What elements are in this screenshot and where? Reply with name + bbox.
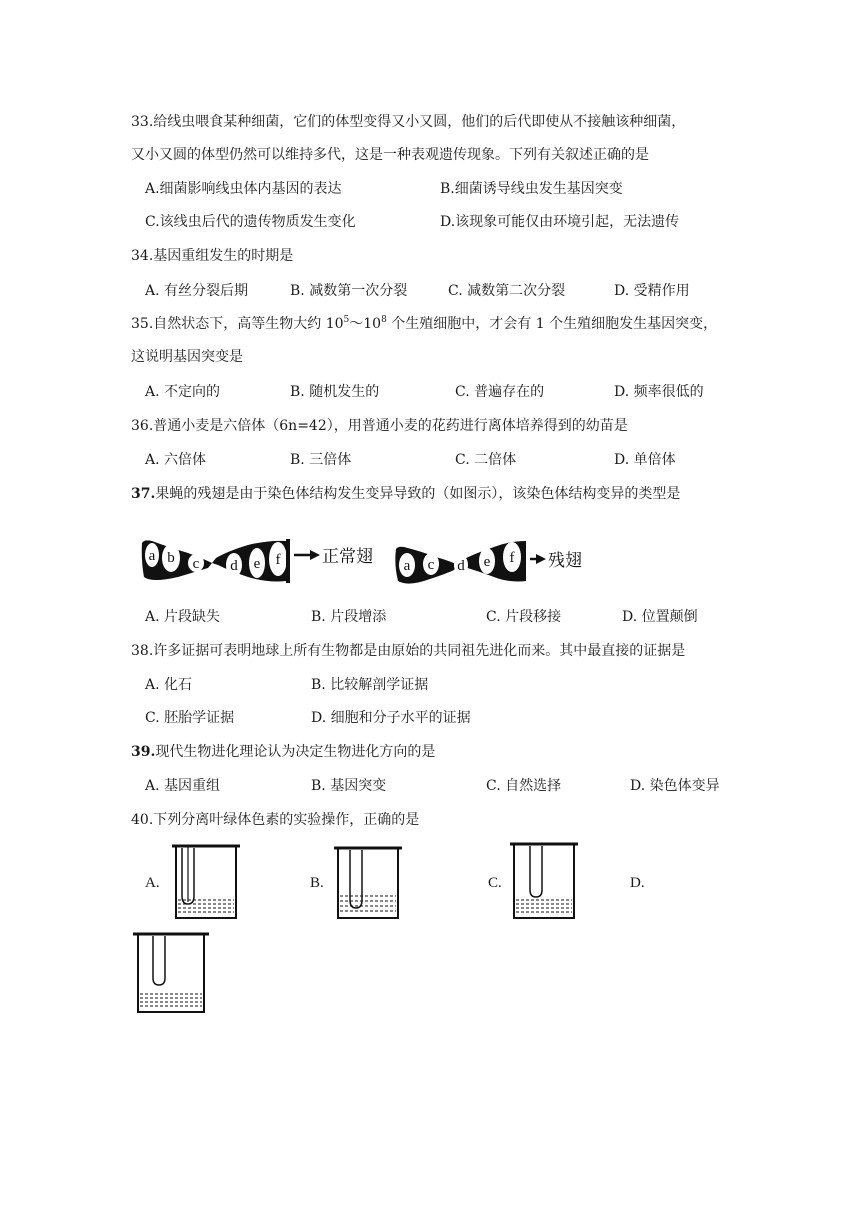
gene-e: e <box>253 556 261 572</box>
q40-stem: 40.下列分离叶绿体色素的实验操作，正确的是 <box>131 812 420 828</box>
q34-option-a[interactable]: A. 有丝分裂后期 <box>145 283 249 299</box>
normal-wing-label: 正常翅 <box>322 547 373 567</box>
q38-option-a[interactable]: A. 化石 <box>145 677 193 693</box>
q34-option-b[interactable]: B. 减数第一次分裂 <box>290 283 408 299</box>
gene-f: f <box>275 552 281 568</box>
chromosome-figure <box>138 525 598 593</box>
q39-option-c[interactable]: C. 自然选择 <box>486 778 562 794</box>
q39-number: 39. <box>131 744 156 760</box>
q34-stem: 34.基因重组发生的时期是 <box>131 248 294 264</box>
beaker-d-image <box>131 930 211 1016</box>
q37-number: 37. <box>131 486 156 502</box>
beaker-c-image <box>508 840 580 922</box>
arrow-icon <box>530 554 546 564</box>
vestigial-wing-label: 残翅 <box>548 551 582 571</box>
q40-option-b[interactable]: B. <box>310 875 324 891</box>
q35-option-c[interactable]: C. 普遍存在的 <box>455 384 545 400</box>
q33-stem-line2: 又小又圆的体型仍然可以维持多代，这是一种表观遗传现象。下列有关叙述正确的是 <box>131 147 649 163</box>
gene-f: f <box>509 550 515 566</box>
q39-option-b[interactable]: B. 基因突变 <box>311 778 387 794</box>
gene-a: a <box>403 558 411 574</box>
q35-stem-line2: 这说明基因突变是 <box>131 349 243 365</box>
q35-option-b[interactable]: B. 随机发生的 <box>290 384 380 400</box>
q37-option-d[interactable]: D. 位置颠倒 <box>622 609 698 625</box>
gene-d: d <box>457 558 465 574</box>
q36-option-a[interactable]: A. 六倍体 <box>145 452 207 468</box>
gene-a: a <box>148 548 156 564</box>
q35-option-a[interactable]: A. 不定向的 <box>145 384 221 400</box>
q38-stem: 38.许多证据可表明地球上所有生物都是由原始的共同祖先进化而来。其中最直接的证据是 <box>131 643 686 659</box>
gene-e: e <box>483 554 491 570</box>
q35-stem-line1: 35.自然状态下，高等生物大约 $10^5\sim 10^8$ 个生殖细胞中，才会有 1 个生殖细胞发生基因突变， <box>131 315 718 332</box>
q33-stem-line1: 33.给线虫喂食某种细菌，它们的体型变得又小又圆，他们的后代即使从不接触该种细菌， <box>131 114 686 130</box>
q33-option-c[interactable]: C.该线虫后代的遗传物质发生变化 <box>145 214 356 230</box>
q33-option-d[interactable]: D.该现象可能仅由环境引起，无法遗传 <box>440 214 680 230</box>
beaker-a-image <box>170 842 242 922</box>
gene-d: d <box>230 558 238 574</box>
arrow-icon <box>294 550 320 560</box>
q38-option-d[interactable]: D. 细胞和分子水平的证据 <box>311 710 471 726</box>
q34-option-c[interactable]: C. 减数第二次分裂 <box>448 283 566 299</box>
q36-option-b[interactable]: B. 三倍体 <box>290 452 352 468</box>
gene-c: c <box>427 557 435 573</box>
q36-stem: 36.普通小麦是六倍体（6n=42），用普通小麦的花药进行离体培养得到的幼苗是 <box>131 418 628 434</box>
q33-option-b[interactable]: B.细菌诱导线虫发生基因突变 <box>440 181 623 197</box>
gene-c: c <box>192 556 200 572</box>
q40-option-c[interactable]: C. <box>488 875 502 891</box>
q38-option-c[interactable]: C. 胚胎学证据 <box>145 710 235 726</box>
q37-option-a[interactable]: A. 片段缺失 <box>145 609 221 625</box>
q40-option-a[interactable]: A. <box>145 875 160 891</box>
q36-option-d[interactable]: D. 单倍体 <box>614 452 676 468</box>
q36-option-c[interactable]: C. 二倍体 <box>455 452 517 468</box>
q37-option-c[interactable]: C. 片段移接 <box>486 609 562 625</box>
gene-b: b <box>167 550 175 566</box>
q33-option-a[interactable]: A.细菌影响线虫体内基因的表达 <box>145 181 342 197</box>
q38-option-b[interactable]: B. 比较解剖学证据 <box>311 677 429 693</box>
q34-option-d[interactable]: D. 受精作用 <box>614 283 690 299</box>
q39-stem: 39.现代生物进化理论认为决定生物进化方向的是 <box>131 744 436 760</box>
q37-stem: 37.果蝇的残翅是由于染色体结构发生变异导致的（如图示），该染色体结构变异的类型是 <box>131 486 681 502</box>
q35-option-d[interactable]: D. 频率很低的 <box>614 384 704 400</box>
q37-option-b[interactable]: B. 片段增添 <box>311 609 387 625</box>
q40-option-d[interactable]: D. <box>630 875 645 891</box>
q39-option-d[interactable]: D. 染色体变异 <box>630 778 720 794</box>
normal-chromosome <box>142 539 290 583</box>
q39-option-a[interactable]: A. 基因重组 <box>145 778 221 794</box>
beaker-b-image <box>332 844 404 922</box>
